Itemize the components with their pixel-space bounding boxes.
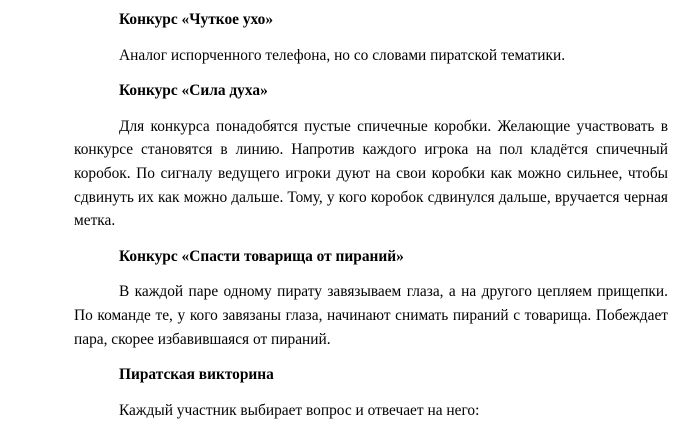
- section-heading-sila-dukha: Конкурс «Сила духа»: [119, 82, 268, 100]
- section-heading-chutkoe-ukho: Конкурс «Чуткое ухо»: [119, 11, 274, 28]
- section-text-piratskaya-viktorina: Каждый участник выбирает вопрос и отвечает на него:: [119, 401, 480, 419]
- section-heading-spasti-tovarishcha: Конкурс «Спасти товарища от пираний»: [119, 247, 404, 265]
- section-heading-piratskaya-viktorina: Пиратская викторина: [119, 366, 274, 384]
- section-text-sila-dukha: Для конкурса понадобятся пустые спичечные коробки. Желающие участвовать в конкурсе становятся в линию. Напротив каждого игрока на пол кладётся спичечный коробок. По сигналу ведущего игроки дуют на свои коробки как можно сильнее, чтобы сдвинуть их как можно дальше. Тому, у кого коробок сдвинулся дальше, вручается черная метка.: [74, 117, 668, 230]
- section-text-spasti-tovarishcha: В каждой паре одному пирату завязываем глаза, а на другого цепляем прищепки. По команде те, у кого завязаны глаза, начинают снимать пираний с товарища. Побеждает пара, скорее избавившаяся от пираний.: [74, 283, 668, 348]
- section-text-chutkoe-ukho: Аналог испорченного телефона, но со словами пиратской тематики.: [119, 46, 566, 64]
- document-page: [74, 8, 668, 434]
